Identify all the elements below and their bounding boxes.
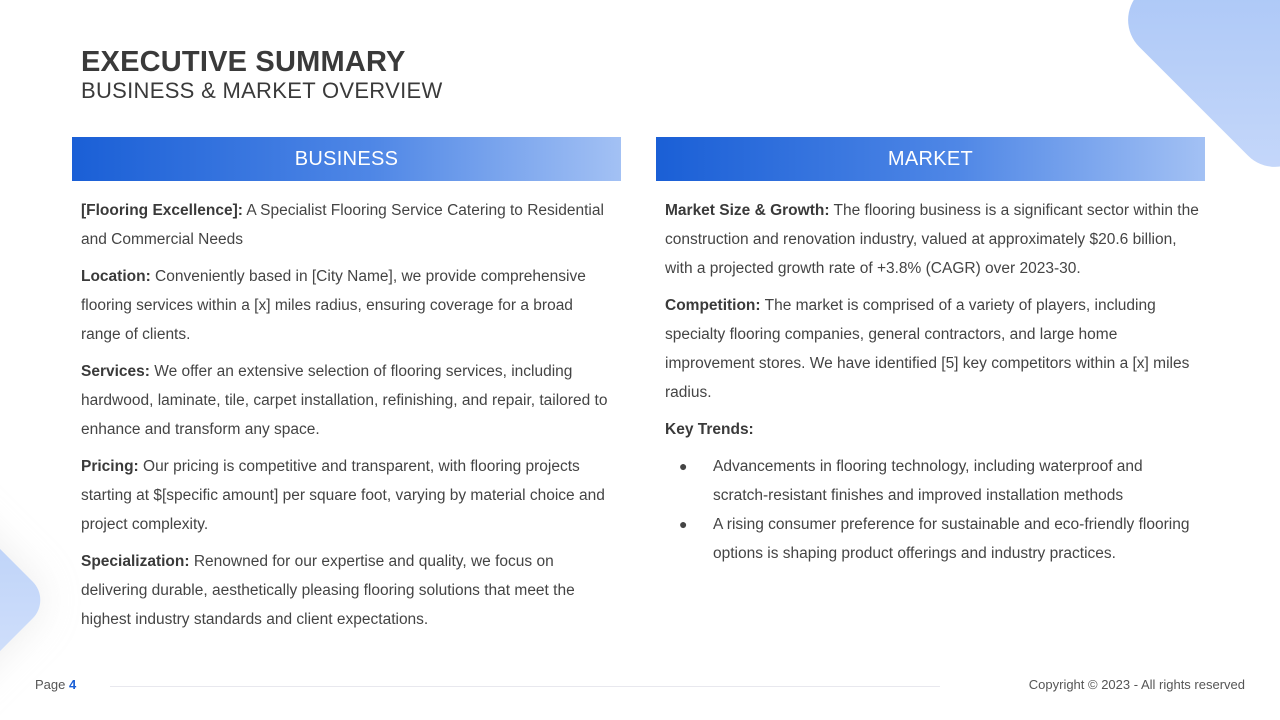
page-number: 4 — [69, 677, 77, 692]
page-label: Page — [35, 677, 66, 692]
business-heading: BUSINESS — [72, 137, 621, 181]
key-trends-label: Key Trends: — [665, 421, 754, 438]
item-label: Market Size & Growth: — [665, 202, 830, 219]
market-column — [665, 196, 1200, 568]
trend-text: A rising consumer preference for sustainable and eco-friendly flooring options is shaping product offerings and industry practices. — [713, 516, 1190, 562]
item-text: Renowned for our expertise and quality, we focus on delivering durable, aesthetically pleasing flooring solutions that meet the highest industry standards and client expectations. — [81, 553, 575, 628]
bullet-icon: ● — [679, 516, 688, 532]
market-item — [665, 196, 1200, 283]
item-label: Pricing: — [81, 458, 139, 475]
business-item — [81, 357, 616, 444]
page-subtitle: BUSINESS & MARKET OVERVIEW — [81, 78, 443, 103]
copyright-text: Copyright © 2023 - All rights reserved — [1028, 677, 1245, 692]
business-column — [81, 196, 616, 642]
item-text: A Specialist Flooring Service Catering to Residential and Commercial Needs — [81, 202, 604, 248]
item-text: The market is comprised of a variety of players, including specialty flooring companies, general contractors, and large home improvement stores. We have identified [5] key competitors within a [x] miles radius. — [665, 297, 1190, 401]
item-label: Services: — [81, 363, 150, 380]
business-item — [81, 547, 616, 634]
list-item — [665, 452, 1200, 510]
item-text: Our pricing is competitive and transparent, with flooring projects starting at $[specific amount] per square foot, varying by material choice and project complexity. — [81, 458, 605, 533]
list-item — [665, 510, 1200, 568]
market-item — [665, 291, 1200, 407]
item-text: The flooring business is a significant sector within the construction and renovation industry, valued at approximately $20.6 billion, with a projected growth rate of +3.8% (CAGR) over 2023-30. — [665, 202, 1199, 277]
bullet-icon: ● — [679, 458, 688, 474]
item-text: Conveniently based in [City Name], we provide comprehensive flooring services within a [x] miles radius, ensuring coverage for a broad range of clients. — [81, 268, 586, 343]
page-indicator — [35, 677, 76, 692]
trend-text: Advancements in flooring technology, including waterproof and scratch-resistant finishes and improved installation methods — [713, 458, 1143, 504]
corner-decoration-bottom-left — [0, 494, 51, 706]
business-item — [81, 196, 616, 254]
item-label: [Flooring Excellence]: — [81, 202, 243, 219]
business-item — [81, 452, 616, 539]
item-text: We offer an extensive selection of flooring services, including hardwood, laminate, tile, carpet installation, refinishing, and repair, tailored to enhance and transform any space. — [81, 363, 608, 438]
key-trends-list — [665, 452, 1200, 568]
footer-divider — [110, 686, 940, 687]
item-label: Competition: — [665, 297, 761, 314]
item-label: Location: — [81, 268, 151, 285]
market-heading: MARKET — [656, 137, 1205, 181]
business-item — [81, 262, 616, 349]
item-label: Specialization: — [81, 553, 190, 570]
page-title: EXECUTIVE SUMMARY — [81, 46, 406, 78]
